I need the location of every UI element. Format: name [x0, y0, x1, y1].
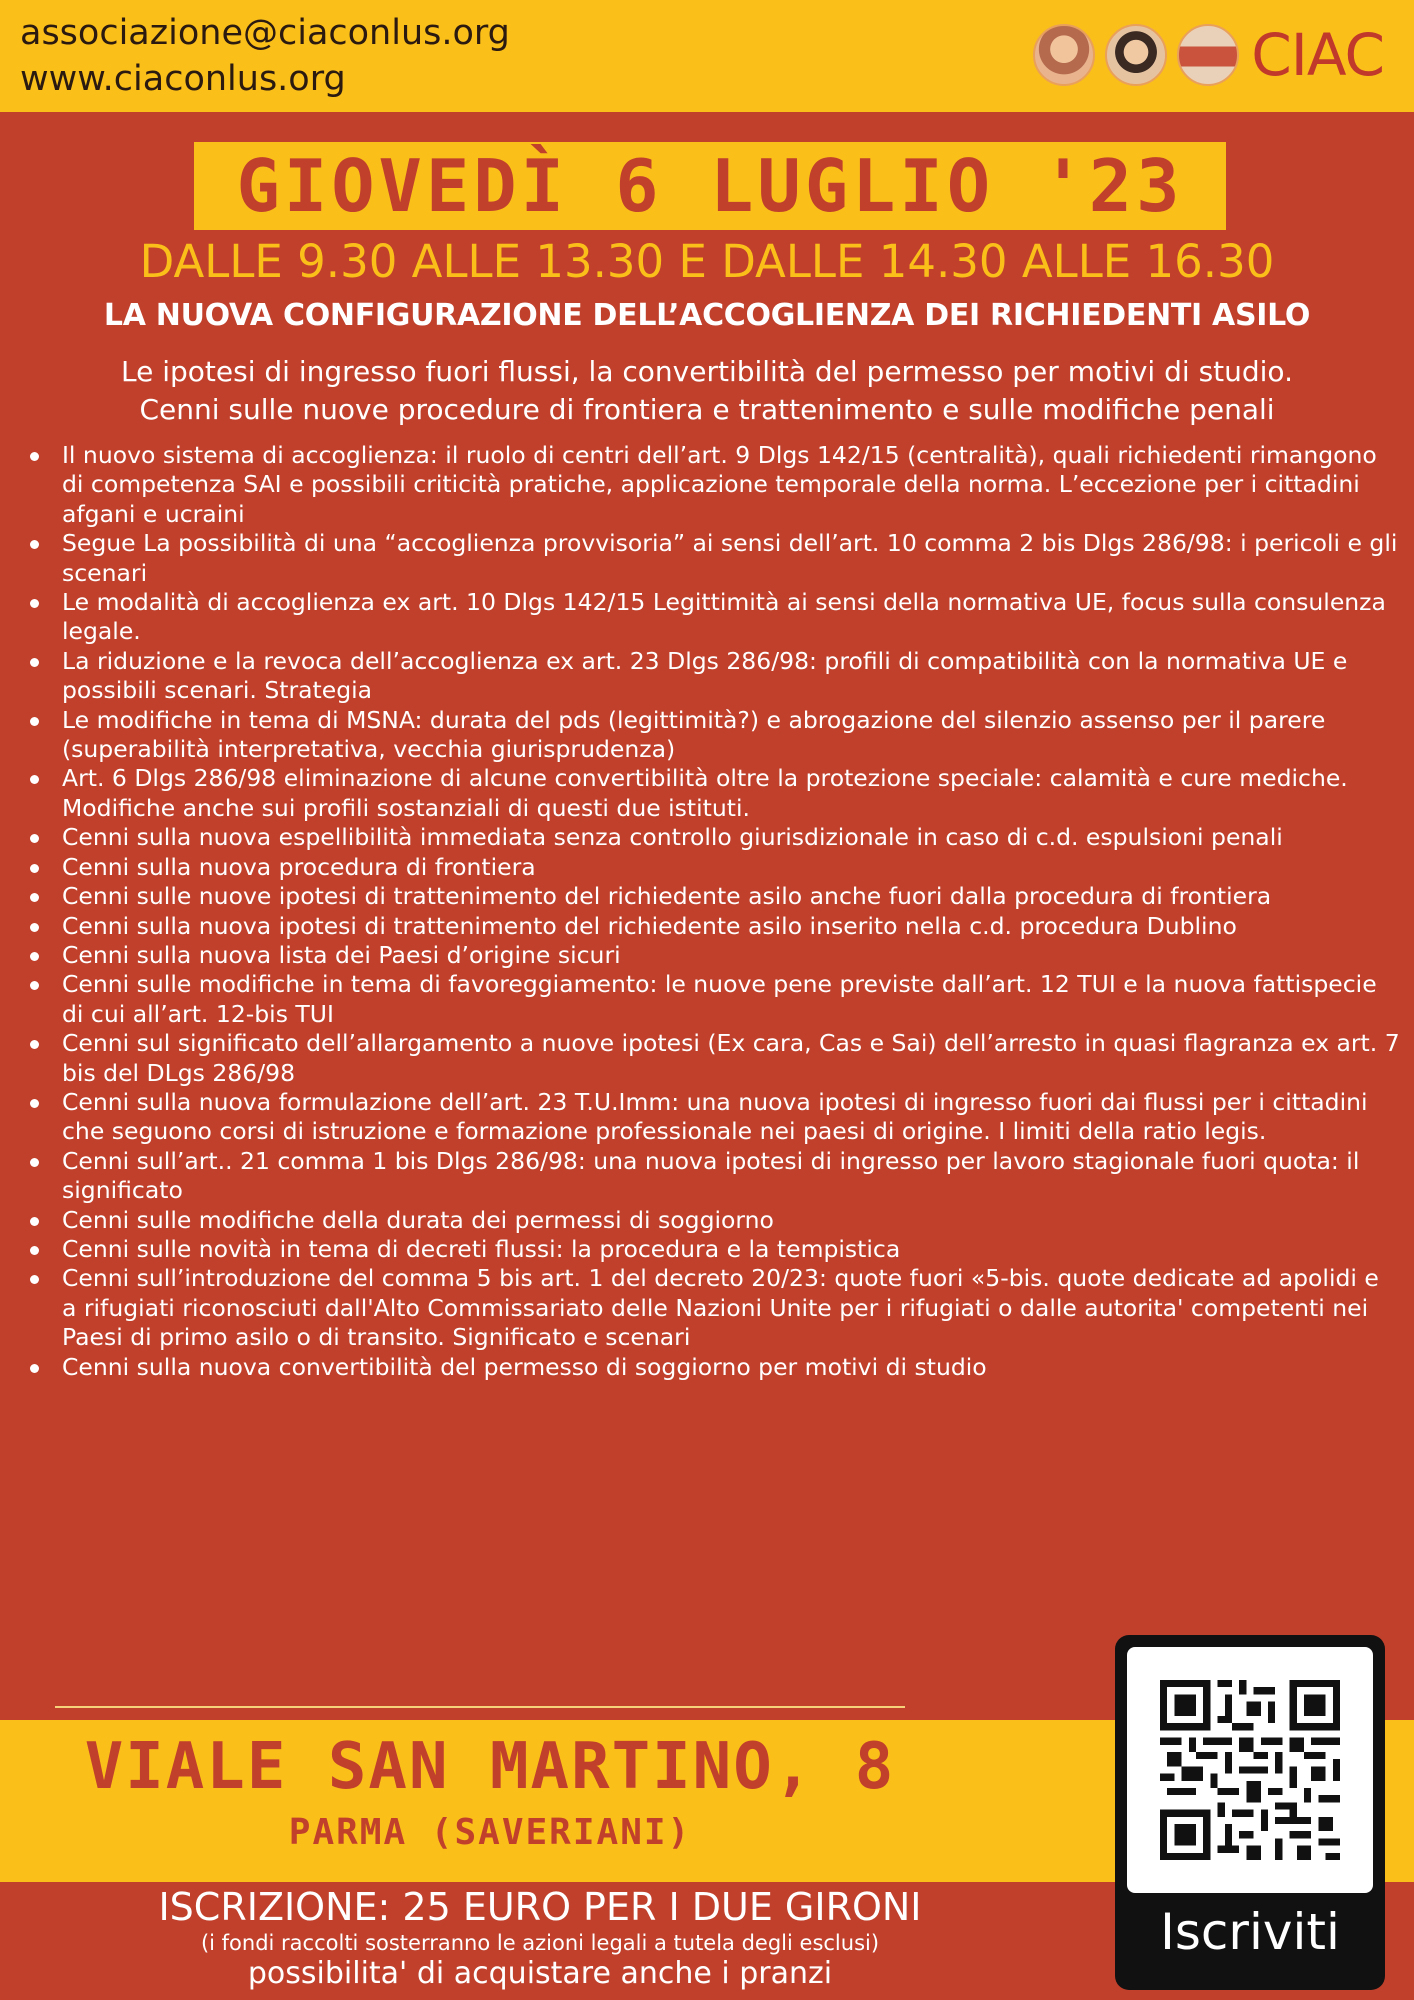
- contact-info: [20, 10, 510, 102]
- list-item: Il nuovo sistema di accoglienza: il ruolo di centri dell’art. 9 Dlgs 142/15 (centralità), quali richiedenti rimangono di competenza SAI e possibili criticità pratiche, applicazione temporale della norma. L’eccezione per i cittadini afgani e ucraini: [30, 441, 1400, 529]
- list-item: Cenni sulla nuova formulazione dell’art. 23 T.U.Imm: una nuova ipotesi di ingresso fuori dai flussi per i cittadini che seguono corsi di istruzione e formazione professionale nei paesi di origine. I limiti della ratio legis.: [30, 1088, 1400, 1147]
- register-button[interactable]: Iscriviti: [1160, 1903, 1340, 1961]
- list-item: Cenni sulle modifiche della durata dei permessi di soggiorno: [30, 1206, 1400, 1235]
- email-link[interactable]: associazione@ciaconlus.org: [20, 13, 510, 53]
- website-link[interactable]: www.ciaconlus.org: [20, 59, 346, 99]
- venue-city: PARMA (SAVERIANI): [288, 1812, 692, 1853]
- divider: [55, 1706, 905, 1708]
- list-item: Le modalità di accoglienza ex art. 10 Dlgs 142/15 Legittimità ai sensi della normativa UE, focus sulla consulenza legale.: [30, 588, 1400, 647]
- list-item: Cenni sull’introduzione del comma 5 bis art. 1 del decreto 20/23: quote fuori «5-bis. quote dedicate ad apolidi e a rifugiati riconosciuti dall'Alto Commissariato delle Nazioni Unite per i rifugiati o dalle autorita' competenti nei Paesi di primo asilo o di transito. Significato e scenari: [30, 1264, 1400, 1352]
- list-item: Cenni sulle modifiche in tema di favoreggiamento: le nuove pene previste dall’art. 12 TUI e la nuova fattispecie di cui all’art. 12-bis TUI: [30, 970, 1400, 1029]
- register-qr-card[interactable]: [1115, 1635, 1385, 1990]
- list-item: Segue La possibilità di una “accoglienza provvisoria” ai sensi dell’art. 10 comma 2 bis Dlgs 286/98: i pericoli e gli scenari: [30, 529, 1400, 588]
- event-title: LA NUOVA CONFIGURAZIONE DELL’ACCOGLIENZA DEI RICHIEDENTI ASILO: [103, 298, 1311, 333]
- list-item: Art. 6 Dlgs 286/98 eliminazione di alcune convertibilità oltre la protezione speciale: calamità e cure mediche. Modifiche anche sui profili sostanziali di questi due istituti.: [30, 764, 1400, 823]
- venue-street: VIALE SAN MARTINO, 8: [84, 1730, 896, 1804]
- subtitle-line: Cenni sulle nuove procedure di frontiera e trattenimento e sulle modifiche penali: [139, 393, 1275, 426]
- list-item: Cenni sulle novità in tema di decreti flussi: la procedura e la tempistica: [30, 1235, 1400, 1264]
- event-time: DALLE 9.30 ALLE 13.30 E DALLE 14.30 ALLE 16.30: [139, 235, 1275, 288]
- list-item: Cenni sulla nuova ipotesi di trattenimento del richiedente asilo inserito nella c.d. procedura Dublino: [30, 912, 1400, 941]
- list-item: Cenni sulle nuove ipotesi di trattenimento del richiedente asilo anche fuori dalla procedura di frontiera: [30, 882, 1400, 911]
- topics-list: [30, 441, 1400, 1382]
- subtitle-line: Le ipotesi di ingresso fuori flussi, la convertibilità del permesso per motivi di studio.: [121, 355, 1293, 388]
- list-item: Cenni sulla nuova convertibilità del permesso di soggiorno per motivi di studio: [30, 1353, 1400, 1382]
- qr-code-icon[interactable]: [1127, 1647, 1373, 1893]
- event-subtitle: [0, 353, 1414, 429]
- qr-code-graphic: [1160, 1680, 1340, 1860]
- list-item: Cenni sul significato dell’allargamento a nuove ipotesi (Ex cara, Cas e Sai) dell’arresto in quasi flagranza ex art. 7 bis del DLgs 286/98: [30, 1029, 1400, 1088]
- list-item: Cenni sulla nuova espellibilità immediata senza controllo giurisdizionale in caso di c.d. espulsioni penali: [30, 823, 1400, 852]
- building-icon: [1177, 24, 1239, 86]
- list-item: La riduzione e la revoca dell’accoglienza ex art. 23 Dlgs 286/98: profili di compatibilità con la normativa UE e possibili scenari. Strategia: [30, 647, 1400, 706]
- registration-fee: ISCRIZIONE: 25 EURO PER I DUE GIRONI: [158, 1885, 922, 1929]
- logo-text: CIAC: [1251, 21, 1384, 89]
- event-date: GIOVEDÌ 6 LUGLIO '23: [236, 144, 1184, 228]
- list-item: Cenni sulla nuova lista dei Paesi d’origine sicuri: [30, 941, 1400, 970]
- registration-note: (i fondi raccolti sosterranno le azioni legali a tutela degli esclusi): [200, 1931, 880, 1955]
- list-item: Le modifiche in tema di MSNA: durata del pds (legittimità?) e abrogazione del silenzio assenso per il parere (superabilità interpretativa, vecchia giurisprudenza): [30, 706, 1400, 765]
- ciac-logo: [1033, 20, 1384, 90]
- list-item: Cenni sull’art.. 21 comma 1 bis Dlgs 286/98: una nuova ipotesi di ingresso per lavoro stagionale fuori quota: il significato: [30, 1147, 1400, 1206]
- portrait-icon: [1033, 24, 1095, 86]
- portrait-icon: [1105, 24, 1167, 86]
- list-item: Cenni sulla nuova procedura di frontiera: [30, 853, 1400, 882]
- lunch-note: possibilita' di acquistare anche i pranzi: [247, 1956, 833, 1991]
